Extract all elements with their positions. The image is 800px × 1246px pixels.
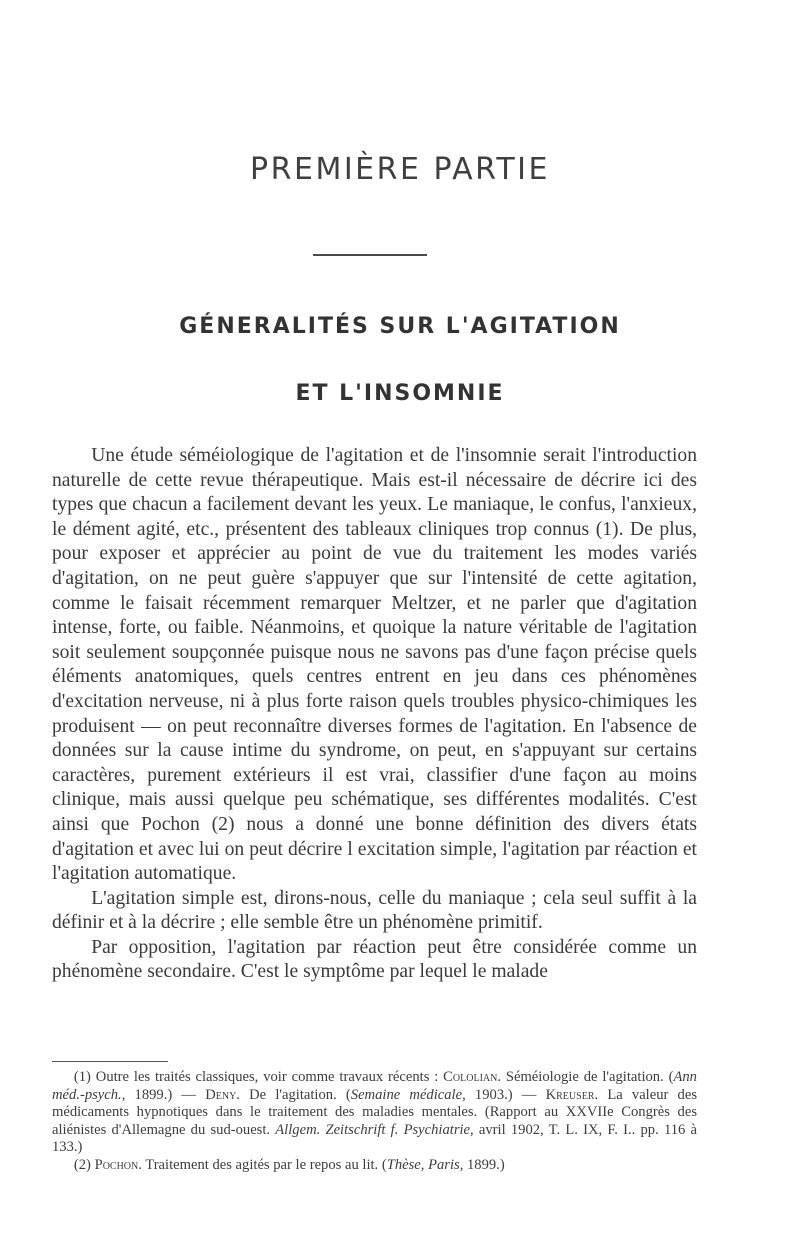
footnote-author: Kreuser (545, 1086, 595, 1103)
footnotes (52, 1069, 697, 1174)
footnote-author: Cololian (443, 1069, 498, 1085)
footnote-text: , avril 1902, T. L. IX, F. I.. pp. 116 à 133.) (52, 1121, 697, 1155)
chapter-title-line1: GÉNERALITÉS SUR L'AGITATION (179, 314, 621, 339)
footnote-text: Outre les traités classiques, voir comme travaux récents : (90, 1069, 444, 1085)
footnote-journal: Semaine médicale (350, 1086, 463, 1103)
paragraph: L'agitation simple est, dirons-nous, celle du maniaque ; cela seul suffit à la définir et à la décrire ; elle semble être un phénomène primitif. (52, 887, 697, 934)
footnote-text: , 1903.) — (462, 1086, 546, 1103)
footnote-2 (52, 1157, 697, 1175)
footnote-text: . De l'agitation. ( (236, 1086, 351, 1103)
footnote-journal: Allgem. Zeitschrift f. Psychiatrie (275, 1121, 471, 1138)
footnote-author: Pochon (94, 1156, 139, 1173)
footnote-divider (52, 1061, 168, 1062)
footnote-text: , 1899.) — (121, 1086, 206, 1103)
footnote-text: . Séméiologie de l'agitation. ( (497, 1069, 674, 1085)
title-divider (313, 254, 427, 256)
footnote-author: Deny (205, 1086, 237, 1103)
paragraph: Par opposition, l'agitation par réaction peut être considérée comme un phénomène secondaire. C'est le symptôme par lequel le malade (52, 936, 697, 983)
footnote-journal: Thèse, Paris (386, 1156, 460, 1173)
footnote-marker: (1) (73, 1069, 91, 1085)
paragraph: Une étude séméiologique de l'agitation et de l'insomnie serait l'introduction naturelle de cette revue thérapeutique. Mais est-il nécessaire de décrire ici des types que chacun a facilement devant les yeux. Le maniaque, le confus, l'anxieux, le dément agité, etc., présentent des tableaux cliniques trop connus (1). De plus, pour exposer et apprécier au point de vue du traitement les modes variés d'agitation, on ne peut guère s'appuyer que sur l'intensité de cette agitation, comme le faisait récemment remarquer Meltzer, et ne parler que d'agitation intense, forte, ou faible. Néanmoins, et quoique la nature véritable de l'agitation soit seulement soupçonnée puisque nous ne savons pas d'une façon précise quels éléments anatomiques, quels centres entrent en jeu dans ces phénomènes d'excitation nerveuse, ni à plus forte raison quels troubles physico-chimiques les produisent — on peut reconnaître diverses formes de l'agitation. En l'absence de données sur la cause intime du syndrome, on peut, en s'appuyant sur certains caractères, purement extérieurs il est vrai, classifier d'une façon au moins clinique, mais aussi quelque peu schématique, ses différentes modalités. C'est ainsi que Pochon (2) nous a donné une bonne définition des divers états d'agitation et avec lui on peut décrire l excitation simple, l'agitation par réaction et l'agitation automatique. (52, 445, 697, 885)
footnote-text: . La valeur des médicaments hypnotiques dans le traitement des maladies mentales. (Rapport au XXVIIe Congrès des aliénistes d'Allemagne du sud-ouest. (52, 1086, 697, 1138)
part-title: PREMIÈRE PARTIE (250, 152, 550, 187)
chapter-title-line2: ET L'INSOMNIE (295, 381, 505, 406)
body-text (52, 444, 697, 985)
footnote-text: , 1899.) (459, 1156, 505, 1173)
footnote-marker: (2) (73, 1156, 91, 1173)
footnote-1 (52, 1069, 697, 1157)
footnote-journal: Ann méd.-psych. (52, 1069, 697, 1103)
footnote-text: . Traitement des agités par le repos au lit. ( (138, 1156, 387, 1173)
